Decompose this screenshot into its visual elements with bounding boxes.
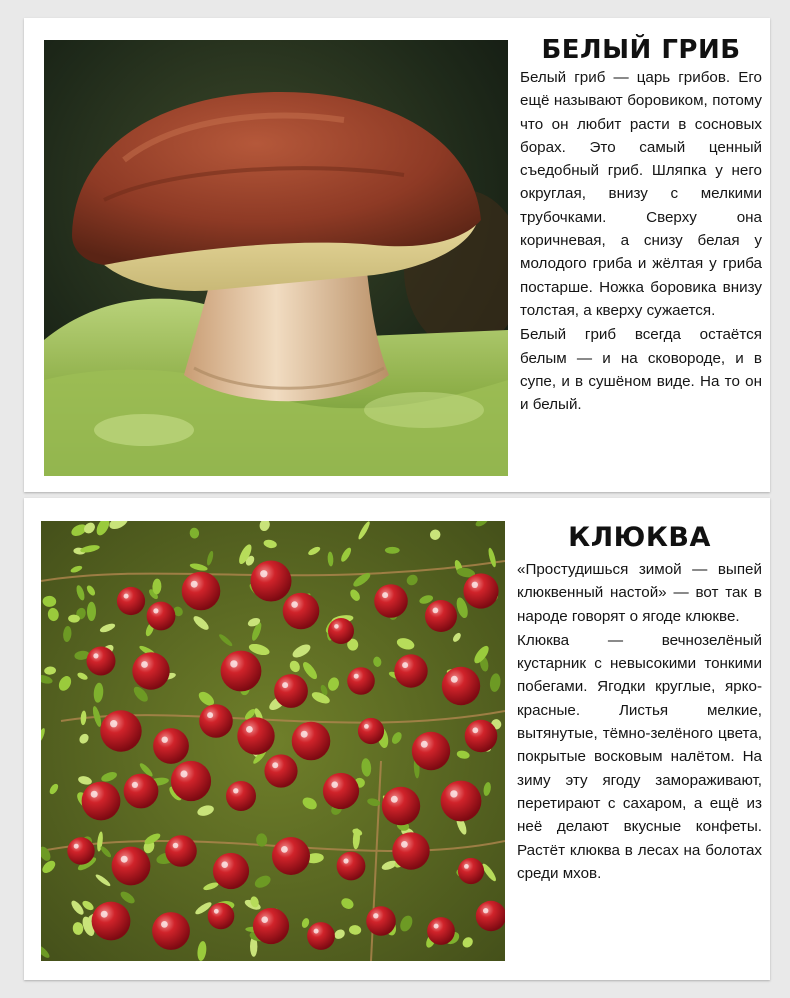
card-cranberry xyxy=(24,498,770,980)
paragraph: Белый гриб — царь грибов. Его ещё называют боровиком, потому что он любит расти в сосновых борах. Это самый ценный съедобный гриб. Шляпка у него округлая, внизу с мелкими трубочками. Сверху она коричневая, а снизу белая у молодого гриба и жёлтая у гриба постарше. Ножка боровика внизу толстая, а кверху сужается. xyxy=(520,69,762,319)
mushroom-illustration xyxy=(44,40,508,476)
cranberry-text xyxy=(517,520,762,886)
mushroom-photo xyxy=(44,40,508,476)
cranberry-photo xyxy=(41,521,505,961)
card-title: БЕЛЫЙ ГРИБ xyxy=(541,35,741,65)
paragraph: Белый гриб всегда остаётся белым — и на сковороде, и в супе, и в сушёном виде. На то он и белый. xyxy=(520,326,762,414)
card-title: КЛЮКВА xyxy=(568,522,711,553)
card-mushroom xyxy=(24,18,770,492)
paragraph: Клюква — вечнозелёный кустарник с невысокими тонкими побегами. Ягодки круглые, ярко-красные. Листья мелкие, вытянутые, тёмно-зелёного цвета, покрытые восковым налётом. На зиму эту ягоду замораживают, перетирают с сахаром, а ещё из неё делают вкусные конфеты. Растёт клюква в лесах на болотах среди мхов. xyxy=(517,631,762,882)
cranberry-illustration xyxy=(41,521,505,961)
paragraph: «Простудишься зимой — выпей клюквенный настой» — вот так в народе говорят о ягоде клюкве. xyxy=(517,561,762,625)
mushroom-text xyxy=(520,34,762,417)
